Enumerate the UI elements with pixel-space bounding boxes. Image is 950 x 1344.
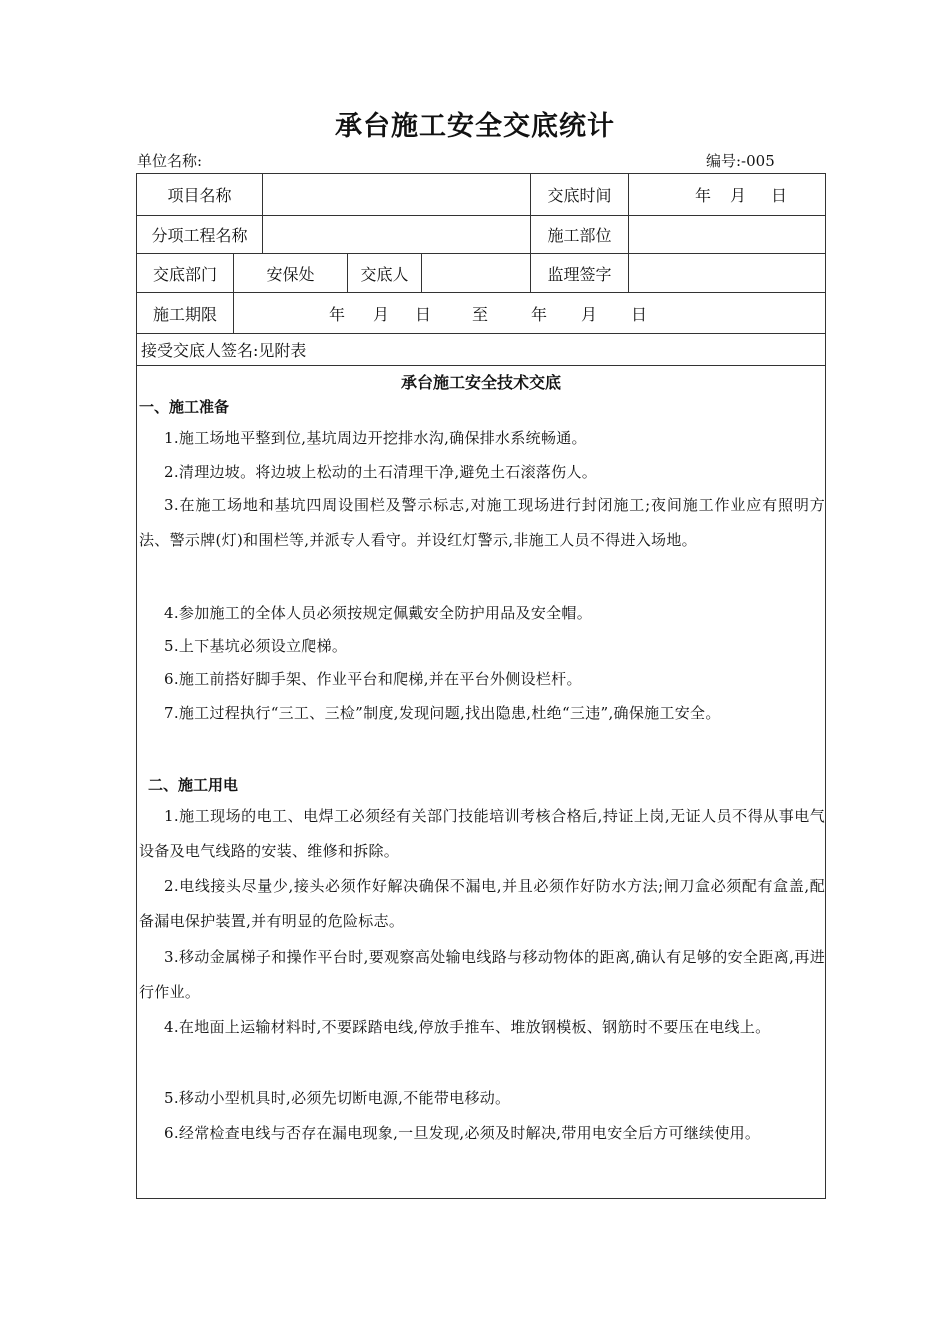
end-day: 日 xyxy=(631,304,648,324)
end-year: 年 xyxy=(531,304,548,324)
dept-value: 安保处 xyxy=(266,264,315,284)
paragraph: 1.施工现场的电工、电焊工必须经有关部门技能培训考核合格后,持证上岗,无证人员不得从事电气设备及电气线路的安装、维修和拆除。 xyxy=(139,807,825,860)
paragraph: 3.移动金属梯子和操作平台时,要观察高处输电线路与移动物体的距离,确认有足够的安全距离,再进行作业。 xyxy=(139,948,825,1001)
paragraph: 1.施工场地平整到位,基坑周边开挖排水沟,确保排水系统畅通。 xyxy=(164,429,587,447)
period-label: 施工期限 xyxy=(152,304,217,324)
period-to: 至 xyxy=(472,304,489,324)
receiver-signature: 接受交底人签名:见附表 xyxy=(141,341,307,360)
supervisor-sign-label: 监理签字 xyxy=(547,264,612,284)
paragraph: 6.经常检查电线与否存在漏电现象,一旦发现,必须及时解决,带用电安全后方可继续使用。 xyxy=(164,1124,761,1142)
paragraph: 7.施工过程执行“三工、三检”制度,发现问题,找出隐患,杜绝“三违”,确保施工安全。 xyxy=(164,704,721,722)
date-year: 年 xyxy=(695,186,712,205)
document-number: 编号:-005 xyxy=(706,152,775,170)
handover-time-label: 交底时间 xyxy=(547,186,612,205)
paragraph: 2.清理边坡。将边坡上松动的土石清理干净,避免土石滚落伤人。 xyxy=(164,463,598,481)
dept-label: 交底部门 xyxy=(152,264,217,284)
paragraph: 2.电线接头尽量少,接头必须作好解决确保不漏电,并且必须作好防水方法;闸刀盒必须配有盒盖,配备漏电保护装置,并有明显的危险标志。 xyxy=(139,877,825,930)
paragraph: 6.施工前搭好脚手架、作业平台和爬梯,并在平台外侧设栏杆。 xyxy=(164,670,582,688)
handover-time-field[interactable] xyxy=(629,174,825,215)
paragraph: 5.移动小型机具时,必须先切断电源,不能带电移动。 xyxy=(164,1089,511,1107)
date-month: 月 xyxy=(730,186,747,205)
project-name-field[interactable] xyxy=(263,174,530,215)
paragraph: 3.在施工场地和基坑四周设围栏及警示标志,对施工现场进行封闭施工;夜间施工作业应有照明方法、警示牌(灯)和围栏等,并派专人看守。并设红灯警示,非施工人员不得进入场地。 xyxy=(139,496,825,549)
start-month: 月 xyxy=(373,304,390,324)
paragraph: 5.上下基坑必须设立爬梯。 xyxy=(164,637,348,655)
end-month: 月 xyxy=(581,304,598,324)
row-divider xyxy=(136,365,826,366)
paragraph: 4.参加施工的全体人员必须按规定佩戴安全防护用品及安全帽。 xyxy=(164,604,593,622)
sub-project-label: 分项工程名称 xyxy=(151,226,248,245)
start-year: 年 xyxy=(329,304,346,324)
presenter-label: 交底人 xyxy=(360,264,409,284)
project-name-label: 项目名称 xyxy=(167,186,232,205)
period-field[interactable] xyxy=(234,293,825,333)
construction-site-field[interactable] xyxy=(629,216,825,253)
unit-name-label: 单位名称: xyxy=(137,152,203,170)
start-day: 日 xyxy=(415,304,432,324)
date-day: 日 xyxy=(771,186,788,205)
sub-project-field[interactable] xyxy=(263,216,530,253)
section-heading-preparation: 一、施工准备 xyxy=(139,398,230,416)
section-heading-electricity: 二、施工用电 xyxy=(148,776,239,794)
presenter-field[interactable] xyxy=(422,254,530,292)
supervisor-sign-field[interactable] xyxy=(629,254,825,292)
body-title: 承台施工安全技术交底 xyxy=(400,373,561,392)
construction-site-label: 施工部位 xyxy=(547,226,612,245)
document-title: 承台施工安全交底统计 xyxy=(335,111,615,142)
paragraph: 4.在地面上运输材料时,不要踩踏电线,停放手推车、堆放钢模板、钢筋时不要压在电线上。 xyxy=(164,1018,771,1036)
